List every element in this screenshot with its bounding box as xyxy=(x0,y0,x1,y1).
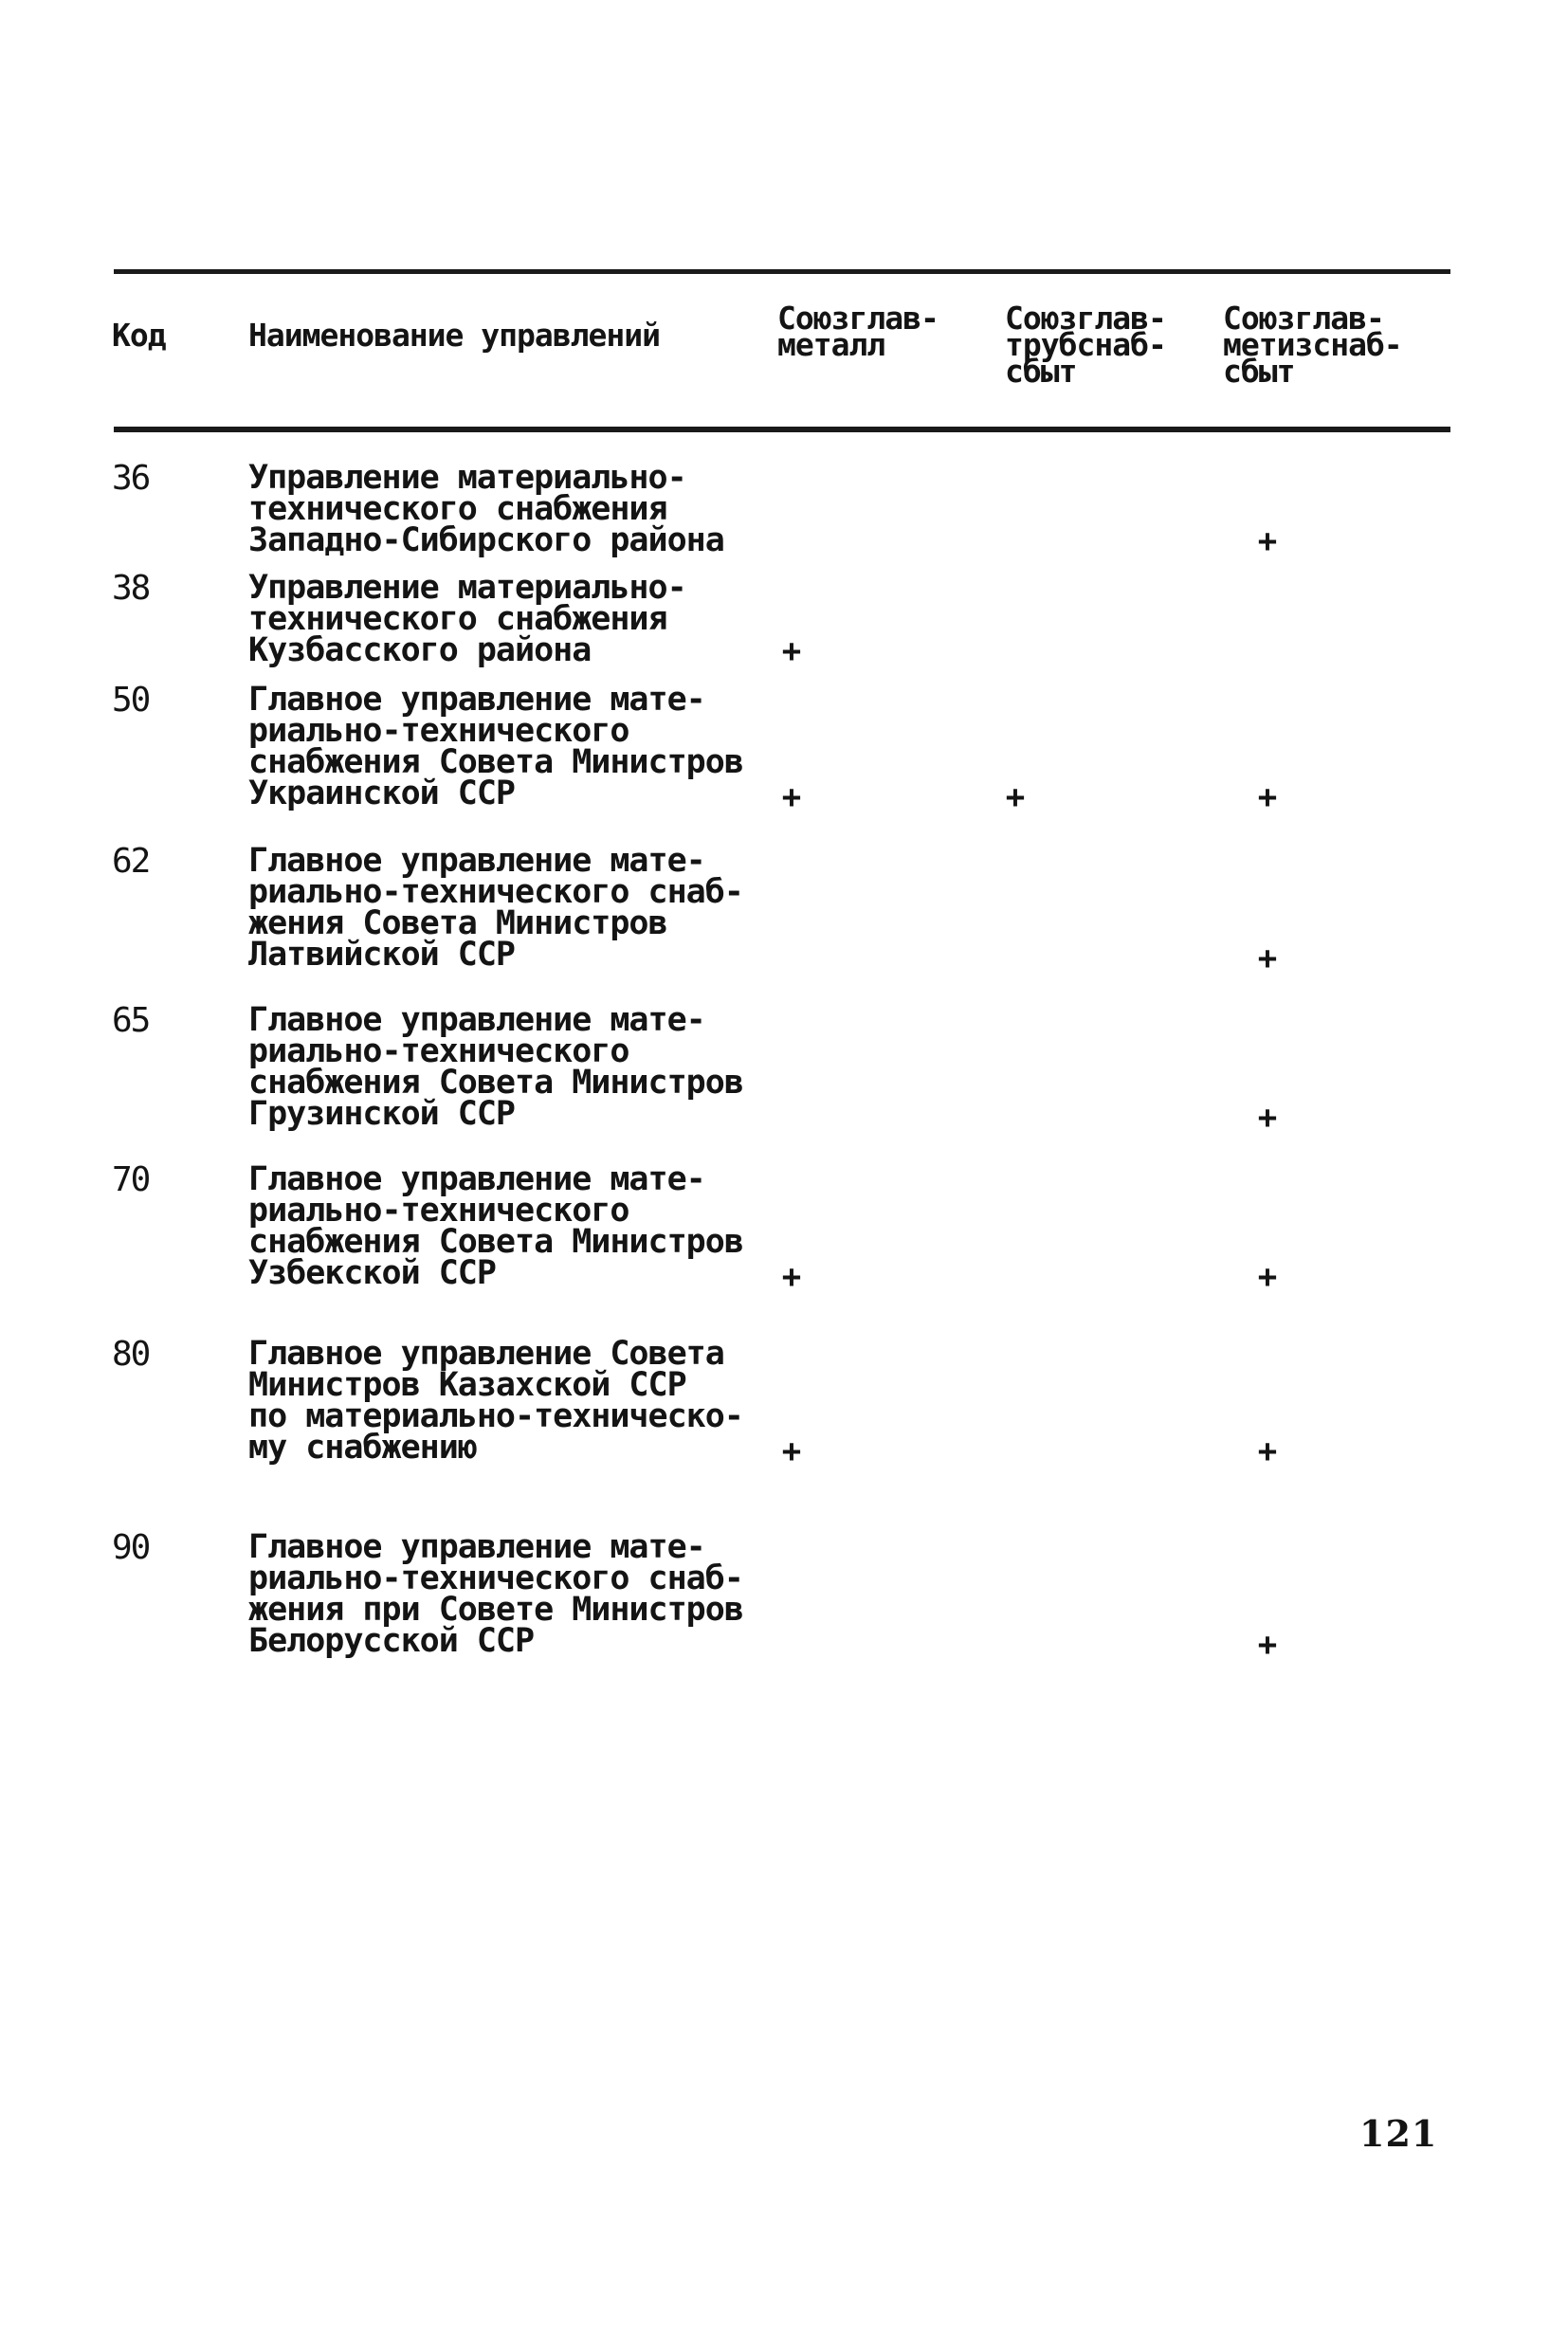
header-name: Наименование управлений xyxy=(248,317,660,354)
header-soyuzglavmetall: Союзглав- металл xyxy=(777,300,939,363)
row-name: Главное управление Совета Министров Казахской ССР по материально-техническо- му снабжению xyxy=(248,1335,743,1467)
row-mark-col1: + xyxy=(781,632,802,670)
page-number: 121 xyxy=(1359,2112,1438,2155)
row-mark-col3: + xyxy=(1257,1099,1278,1137)
table-top-rule xyxy=(114,269,1450,274)
row-mark-col3: + xyxy=(1257,939,1278,977)
row-mark-col3: + xyxy=(1257,1432,1278,1470)
row-code: 50 xyxy=(112,681,150,720)
row-mark-col3: + xyxy=(1257,1626,1278,1664)
row-mark-col1: + xyxy=(781,1258,802,1296)
row-mark-col1: + xyxy=(781,778,802,816)
table-header-rule xyxy=(114,427,1450,432)
header-code: Код xyxy=(112,317,166,354)
row-code: 65 xyxy=(112,1001,150,1040)
row-code: 38 xyxy=(112,569,150,608)
row-mark-col3: + xyxy=(1257,522,1278,560)
row-code: 62 xyxy=(112,842,150,881)
row-name: Главное управление мате- риально-технического снаб- жения Совета Министров Латвийской ССР xyxy=(248,842,743,974)
row-code: 70 xyxy=(112,1160,150,1199)
row-code: 80 xyxy=(112,1335,150,1374)
header-soyuzglavtrubsnabsbyt: Союзглав- трубснаб- сбыт xyxy=(1005,300,1166,390)
row-name: Главное управление мате- риально-технического снабжения Совета Министров Узбекской ССР xyxy=(248,1160,743,1292)
row-mark-col2: + xyxy=(1005,778,1026,816)
row-name: Главное управление мате- риально-технического снаб- жения при Совете Министров Белорусской ССР xyxy=(248,1528,743,1660)
header-soyuzglavmetizsnabsbyt: Союзглав- метизснаб- сбыт xyxy=(1223,300,1402,390)
row-mark-col3: + xyxy=(1257,1258,1278,1296)
row-mark-col3: + xyxy=(1257,778,1278,816)
row-name: Главное управление мате- риально-технического снабжения Совета Министров Украинской ССР xyxy=(248,681,743,812)
row-code: 90 xyxy=(112,1528,150,1567)
row-name: Главное управление мате- риально-технического снабжения Совета Министров Грузинской ССР xyxy=(248,1001,743,1133)
row-name: Управление материально- технического снабжения Западно-Сибирского района xyxy=(248,459,724,559)
row-mark-col1: + xyxy=(781,1432,802,1470)
row-name: Управление материально- технического снабжения Кузбасского района xyxy=(248,569,686,669)
row-code: 36 xyxy=(112,459,150,498)
